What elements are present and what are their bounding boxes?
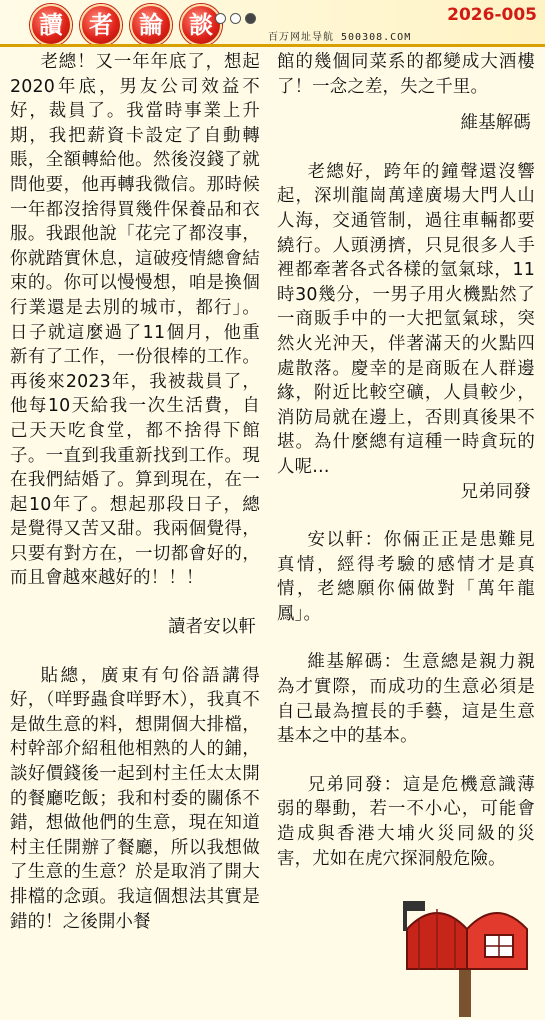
title-badge: 談	[180, 4, 222, 46]
right-column	[277, 50, 535, 871]
letter-paragraph: 老總好，跨年的鐘聲還沒響起，深圳龍崗萬達廣場大門人山人海，交通管制，過往車輛都要繞行。人頭湧擠，只見很多人手裡都牽著各式各樣的氫氣球，11時30幾分，一男子用火機點然了一商販手中的一大把氫氣球，突然火光沖天，伴著滿天的火點四處散落。慶幸的是商販在人群邊緣，附近比較空礦，人員較少，消防局就在邊上，否則真後果不堪。為什麼總有這種一時貪玩的人呢…	[277, 161, 535, 477]
letter-signature: 讀者安以軒	[168, 617, 256, 638]
spacer	[277, 99, 535, 111]
issue-number: 2026-005	[447, 5, 537, 25]
letter-signature: 維基解碼	[460, 113, 531, 134]
title-badge: 論	[130, 4, 172, 46]
header-divider	[0, 44, 545, 47]
spacer	[10, 640, 260, 664]
letter-paragraph: 老總！又一年年底了，想起2020年底，男友公司效益不好，裁員了。我當時事業上升期，我把薪資卡設定了自動轉賬，全額轉給他。然後沒錢了就問他要，他再轉我微信。那時候一年都沒捨得買幾件保養品和衣服。我跟他說「花完了都沒事，你就踏實休息，這破疫情總會結束的。你可以慢慢想，咱是換個行業還是去別的城市，都行」。日子就這麼過了11個月，他重新有了工作，一份很棒的工作。再後來2023年，我被裁員了，他每10天給我一次生活費，自己天天吃食堂，都不捨得下館子。一直到我重新找到工作。現在我們結婚了。算到現在，在一起10年了。想起那段日子，總是覺得又苦又甜。我兩個覺得，只要有對方在，一切都會好的，而且會越來越好的！！！	[10, 52, 260, 589]
dot-icon	[245, 13, 256, 24]
dot-icon	[215, 13, 226, 24]
mailbox-flag	[407, 901, 425, 911]
spacer	[277, 626, 535, 650]
spacer	[277, 749, 535, 773]
left-column	[10, 50, 260, 934]
spacer	[277, 504, 535, 528]
mailbox-flag-pole	[403, 901, 407, 931]
letter-paragraph: 館的幾個同菜系的都變成大酒樓了！一念之差，失之千里。	[277, 52, 535, 97]
editor-reply: 維基解碼：生意總是親力親為才實際，而成功的生意必須是自己最為擅長的手藝，這是生意基本之中的基本。	[277, 652, 535, 747]
dot-icon	[230, 13, 241, 24]
page-header	[0, 0, 545, 46]
letter-signature: 兄弟同發	[460, 481, 531, 502]
spacer	[277, 136, 535, 160]
mailbox-illustration	[397, 889, 537, 1017]
decorative-dots	[215, 13, 256, 24]
editor-reply: 兄弟同發：這是危機意識薄弱的舉動，若一不小心，可能會造成與香港大埔火災同級的災害，尤如在虎穴探洞般危險。	[277, 774, 535, 869]
column-title	[30, 4, 222, 46]
website-watermark: 百万网址导航 500308.COM	[268, 32, 412, 43]
editor-reply: 安以軒：你倆正正是患難見真情，經得考驗的感情才是真情，老總願你倆做對「萬年龍鳳」。	[277, 530, 535, 624]
title-badge: 讀	[30, 4, 72, 46]
title-badge: 者	[80, 4, 122, 46]
letter-paragraph: 貼總，廣東有句俗語講得好，（咩野蟲食咩野木），我真不是做生意的料，想開個大排檔，村幹部介紹租他相熟的人的鋪，談好價錢後一起到村主任太太開的餐廳吃飯；我和村委的關係不錯，想做他們的生意，現在知道村主任開辦了餐廳，所以我想做了生意的生意？於是取消了開大排檔的念頭。我這個想法其實是錯的！之後開小餐	[10, 665, 260, 932]
spacer	[10, 591, 260, 615]
